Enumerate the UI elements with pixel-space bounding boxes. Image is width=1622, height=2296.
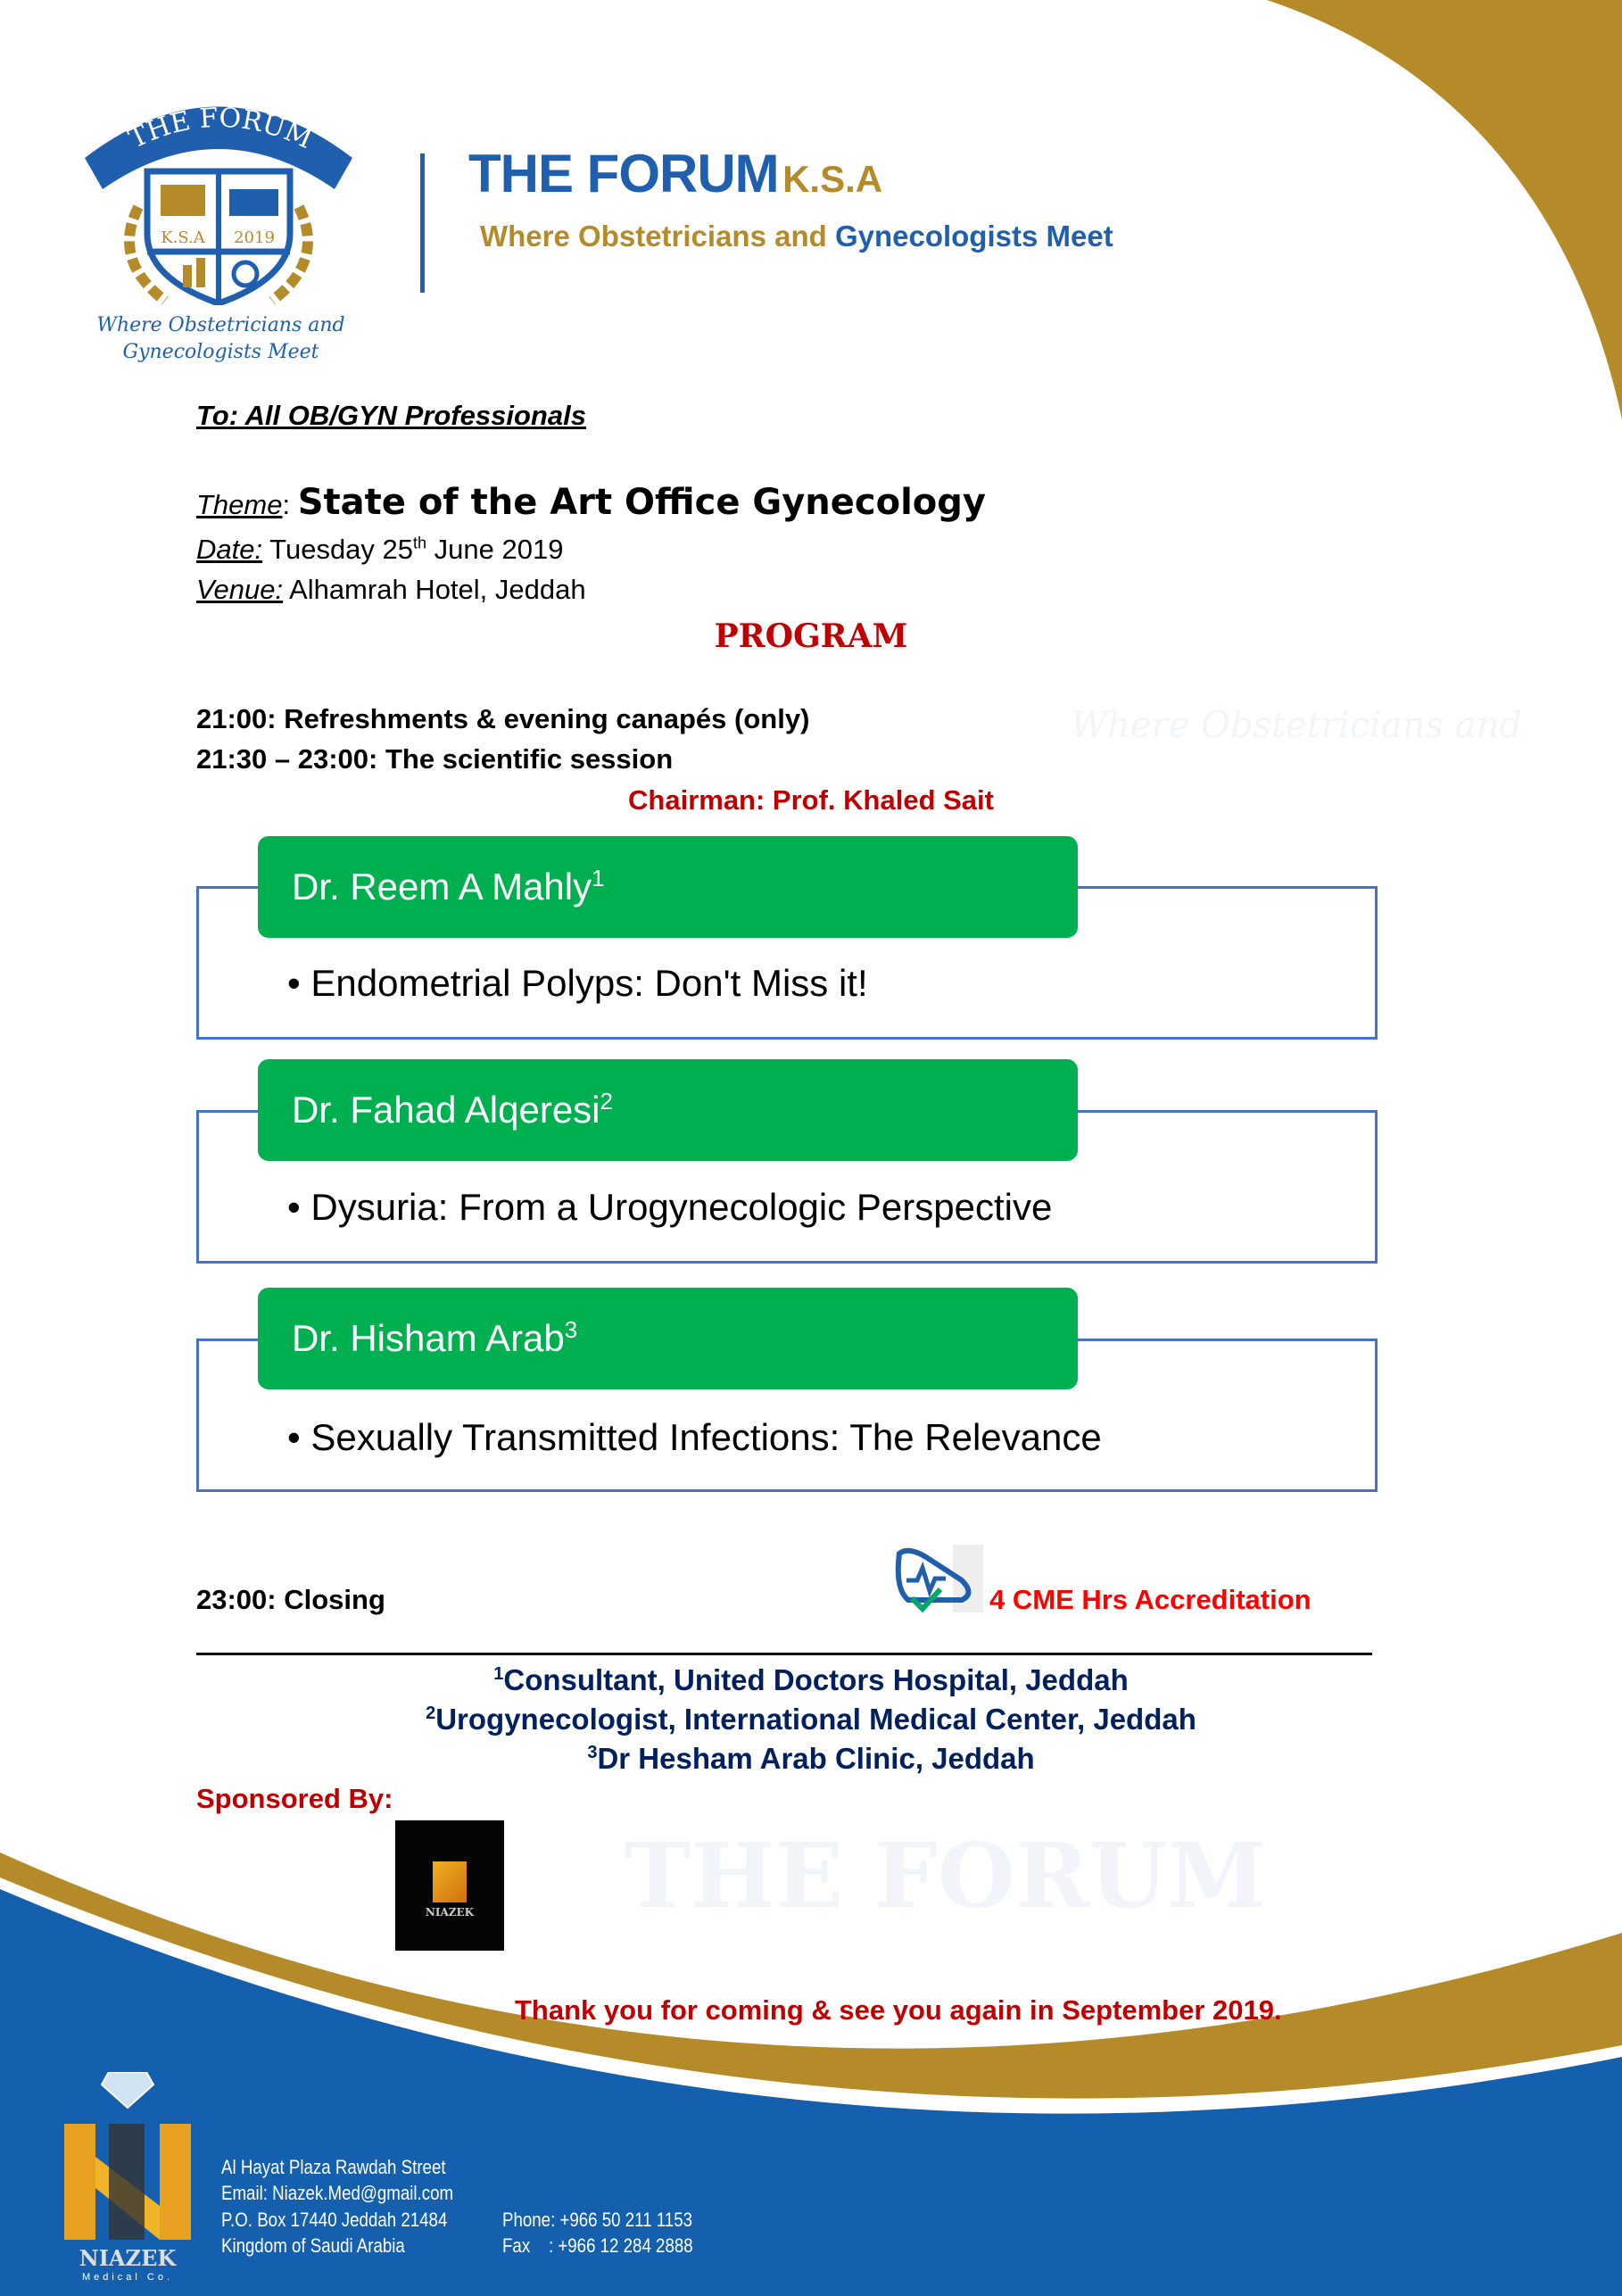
talk-topic: • Sexually Transmitted Infections: The Relevance	[287, 1416, 1102, 1458]
theme-value: State of the Art Office Gynecology	[297, 482, 986, 523]
footer-pobox: P.O. Box 17440 Jeddah 21484	[221, 2209, 448, 2231]
schedule-item: 21:30 – 23:00: The scientific session	[196, 743, 674, 775]
topic-text: Endometrial Polyps: Don't Miss it!	[310, 962, 868, 1004]
watermark-line: Where Obstetricians and	[1071, 705, 1522, 746]
footnote-text: Dr Hesham Arab Clinic, Jeddah	[597, 1742, 1035, 1775]
date-sup: th	[413, 534, 427, 552]
speaker-name: Dr. Fahad Alqeresi	[292, 1089, 600, 1131]
sponsored-by-label: Sponsored By:	[196, 1783, 393, 1814]
header-title	[468, 143, 882, 204]
watermark	[625, 1825, 1266, 1927]
footnote	[0, 1703, 1622, 1737]
top-gold-swoosh	[1267, 0, 1622, 419]
venue-label: Venue:	[196, 574, 284, 605]
date-day: Tuesday 25	[269, 534, 414, 565]
cme-text: 4 CME Hrs Accreditation	[989, 1584, 1312, 1615]
logo-script-line: Where Obstetricians and	[96, 314, 345, 336]
watermark-title: THE FORUM	[625, 1823, 1267, 1928]
forum-title: THE FORUM	[468, 144, 779, 203]
speaker-sup: 3	[564, 1316, 578, 1343]
venue-value: Alhamrah Hotel, Jeddah	[289, 574, 586, 605]
sponsor-logo-mark	[433, 1861, 467, 1902]
speaker-header	[258, 1059, 1078, 1161]
footnote	[0, 1663, 1622, 1697]
forum-logo	[67, 73, 375, 305]
speaker-name: Dr. Hisham Arab	[292, 1317, 565, 1359]
topic-text: Sexually Transmitted Infections: The Relevance	[310, 1416, 1102, 1458]
talk-topic: • Dysuria: From a Urogynecologic Perspective	[287, 1186, 1053, 1228]
niazek-logo-name: NIAZEK	[79, 2245, 177, 2271]
theme-line: Theme: State of the Art Office Gynecology	[196, 482, 986, 523]
date-line	[196, 534, 563, 566]
footnote	[0, 1742, 1622, 1776]
schedule-item: 21:00: Refreshments & evening canapés (only)	[196, 703, 810, 734]
niazek-logo-sub: Medical Co.	[81, 2272, 174, 2283]
venue-line	[196, 574, 586, 606]
watermark-tagline	[1071, 705, 1522, 746]
to-line: To: All OB/GYN Professionals	[196, 400, 586, 431]
header-divider	[420, 153, 425, 293]
program-heading: PROGRAM	[714, 618, 908, 655]
footer-address: Al Hayat Plaza Rawdah Street	[221, 2156, 446, 2178]
sponsor-logo	[395, 1820, 504, 1951]
thank-you-message: Thank you for coming & see you again in September 2019.	[515, 1994, 1282, 2026]
footer-email[interactable]: Email: Niazek.Med@gmail.com	[221, 2182, 454, 2204]
tagline-part: Gynecologists Meet	[834, 220, 1113, 253]
logo-script-tagline	[67, 312, 375, 366]
closing: 23:00: Closing	[196, 1584, 385, 1615]
date-label: Date:	[196, 534, 263, 565]
svg-text:K.S.A: K.S.A	[161, 228, 205, 247]
header-tagline	[480, 220, 1113, 253]
logo-script-line: Gynecologists Meet	[122, 341, 319, 363]
footer-phone: Phone: +966 50 211 1153	[502, 2209, 693, 2231]
footnote-sup: 1	[493, 1664, 504, 1684]
svg-text:THE FORUM: THE FORUM	[124, 102, 318, 156]
talk-topic: • Endometrial Polyps: Don't Miss it!	[287, 962, 868, 1004]
speaker-header	[258, 1288, 1078, 1389]
date-rest: June 2019	[426, 534, 564, 565]
speaker-header	[258, 836, 1078, 938]
speaker-sup: 2	[600, 1088, 613, 1115]
footer-country: Kingdom of Saudi Arabia	[221, 2234, 405, 2257]
footnote-sup: 3	[587, 1743, 598, 1762]
footnote-text: Consultant, United Doctors Hospital, Jeddah	[503, 1663, 1129, 1696]
speaker-sup: 1	[592, 865, 605, 891]
sponsor-logo-text: NIAZEK	[425, 1906, 475, 1919]
cme-accreditation-icon	[890, 1545, 983, 1612]
topic-text: Dysuria: From a Urogynecologic Perspective	[310, 1186, 1053, 1228]
theme-label: Theme	[196, 489, 283, 520]
footnote-text: Urogynecologist, International Medical Center, Jeddah	[435, 1703, 1196, 1736]
tagline-part: Where Obstetricians and	[480, 220, 827, 253]
chairman: Chairman: Prof. Khaled Sait	[628, 784, 994, 816]
forum-title-suffix: K.S.A	[782, 158, 883, 200]
speaker-name: Dr. Reem A Mahly	[292, 866, 592, 908]
svg-text:2019: 2019	[234, 228, 275, 247]
niazek-logo	[64, 2072, 191, 2242]
footnote-divider	[196, 1653, 1372, 1655]
footer-fax: Fax : +966 12 284 2888	[502, 2234, 693, 2257]
footnote-sup: 2	[426, 1703, 436, 1723]
